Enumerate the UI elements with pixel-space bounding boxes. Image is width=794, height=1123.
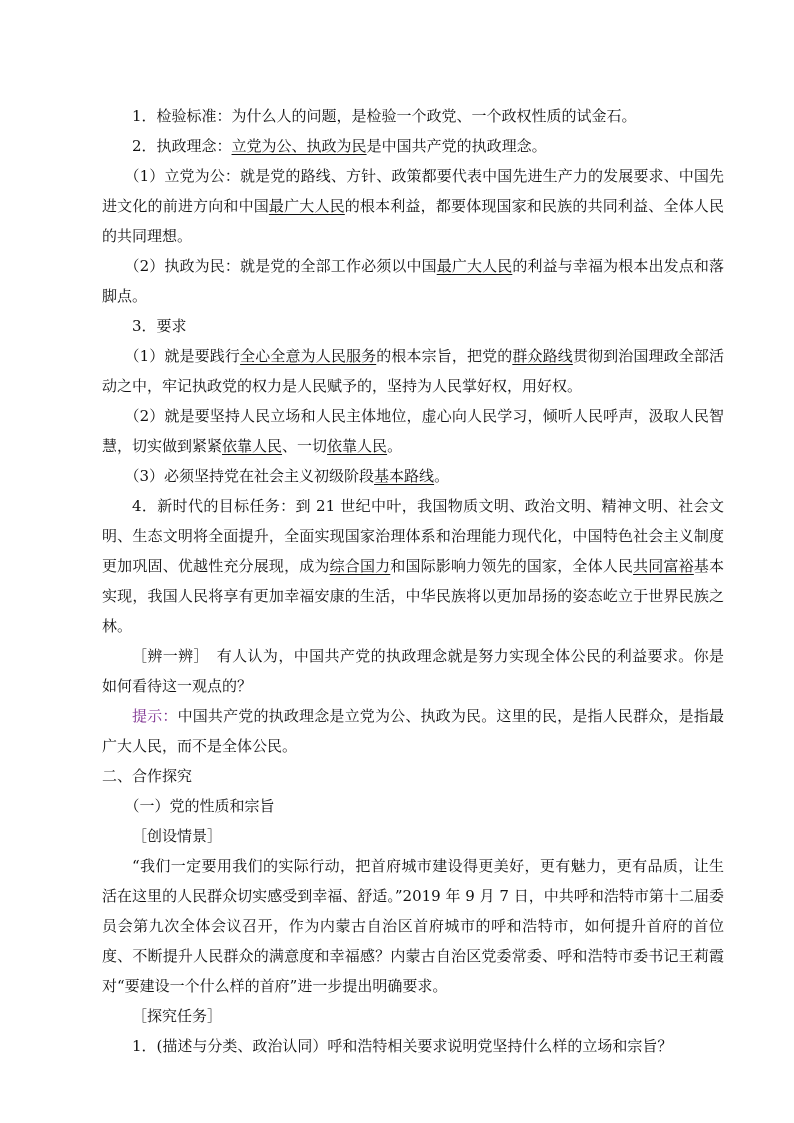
underlined-term: 依靠人民	[222, 437, 283, 455]
underlined-term: 依靠人民	[327, 437, 388, 455]
paragraph-test-standard: 1．检验标准：为什么人的问题，是检验一个政党、一个政权性质的试金石。	[132, 107, 637, 125]
text: （3）必须坚持党在社会主义初级阶段	[124, 467, 375, 485]
text: 和国际影响力领先的国家，全体人民	[390, 557, 634, 575]
paragraph-scenario: “我们一定要用我们的实际行动，把首府城市建设得更美好，更有魅力，更有品质，让生活在这里的人民群众切实感受到幸福、舒适。”2019 年 9 月 7 日，中共呼和浩特市第十二届委员会第九次全体会议召开，作为内蒙古自治区首府城市的呼和浩特市，如何提升首府的首位度、不断提升人民群众的满意度和幸福感？内蒙古自治区党委常委、呼和浩特市委书记王莉霞对“要建设一个什么样的首府”进一步提出明确要求。	[102, 857, 724, 995]
paragraph-task-1: 1．(描述与分类、政治认同）呼和浩特相关要求说明党坚持什么样的立场和宗旨？	[132, 1037, 673, 1055]
underlined-term: 共同富裕	[633, 557, 694, 575]
paragraph-hint	[102, 701, 724, 761]
text: 的根本宗旨，把党的	[376, 347, 513, 365]
paragraph-requirement-2	[102, 401, 724, 461]
text: 。	[434, 467, 450, 485]
text: （1）就是要践行	[124, 347, 241, 365]
label-scenario: ［创设情景］	[132, 827, 223, 845]
underlined-term: 立党为公、执政为民	[231, 137, 367, 155]
paragraph-requirement-1	[102, 341, 724, 401]
label-inquiry-task: ［探究任务］	[132, 1007, 223, 1025]
underlined-term: 综合国力	[329, 557, 391, 575]
underlined-term: 基本路线	[374, 467, 435, 485]
underlined-term: 最广大人民	[436, 257, 513, 275]
text: 4．新时代的目标任务：到 21 世纪中叶，我国物质文明、政治文明、精神文明、社会文明、生态文明将全面提升，全面实现国家治理体系和治理能力现代化，中国特色社会主义制度更加巩固、优越性充分展现，成为	[102, 497, 724, 575]
paragraph-party-for-public	[102, 161, 724, 251]
underlined-term: 群众路线	[512, 347, 573, 365]
text: 的根本利益，都要体现国家和民族的共同利益、全体人民的共同理想。	[102, 197, 724, 245]
underlined-term: 全心全意为人民服务	[240, 347, 377, 365]
text: 基本实现，我国人民将享有更加幸福安康的生活，中华民族将以更加昂扬的姿态屹立于世界民族之林。	[102, 557, 724, 635]
paragraph-govern-for-people	[102, 251, 724, 311]
text: （2）执政为民：就是党的全部工作必须以中国	[124, 257, 437, 275]
paragraph-requirement-3	[102, 461, 724, 491]
paragraph-requirements-heading: 3．要求	[132, 317, 187, 335]
section-heading-cooperative-inquiry: 二、合作探究	[102, 767, 193, 785]
text: 。	[387, 437, 403, 455]
text: 的利益与幸福为根本出发点和落脚点。	[102, 257, 724, 305]
hint-label: 提示：	[132, 707, 178, 725]
text: 中国共产党的执政理念是立党为公、执政为民。这里的民，是指人民群众，是指最广大人民，而不是全体公民。	[102, 707, 724, 755]
underlined-term: 最广大人民	[268, 197, 345, 215]
text: 是中国共产党的执政理念。	[366, 137, 547, 155]
text: 、一切	[282, 437, 328, 455]
text: 2．执政理念：	[132, 137, 232, 155]
text: （1）立党为公：就是党的路线、方针、政策都要代表中国先进生产力的发展要求、中国先进文化的前进方向和中国	[102, 167, 724, 215]
document-body	[102, 101, 724, 1061]
paragraph-governing-concept	[102, 131, 724, 161]
text: （2）就是要坚持人民立场和人民主体地位，虚心向人民学习，倾听人民呼声，汲取人民智慧，切实做到紧紧	[102, 407, 724, 455]
text: 贯彻到治国理政全部活动之中，牢记执政党的权力是人民赋予的，坚持为人民掌好权，用好权。	[102, 347, 724, 395]
paragraph-new-era-goals	[102, 491, 724, 641]
paragraph-discuss: ［辨一辨］ 有人认为，中国共产党的执政理念就是努力实现全体公民的利益要求。你是如何看待这一观点的？	[102, 647, 724, 695]
subsection-heading: （一）党的性质和宗旨	[124, 797, 275, 815]
